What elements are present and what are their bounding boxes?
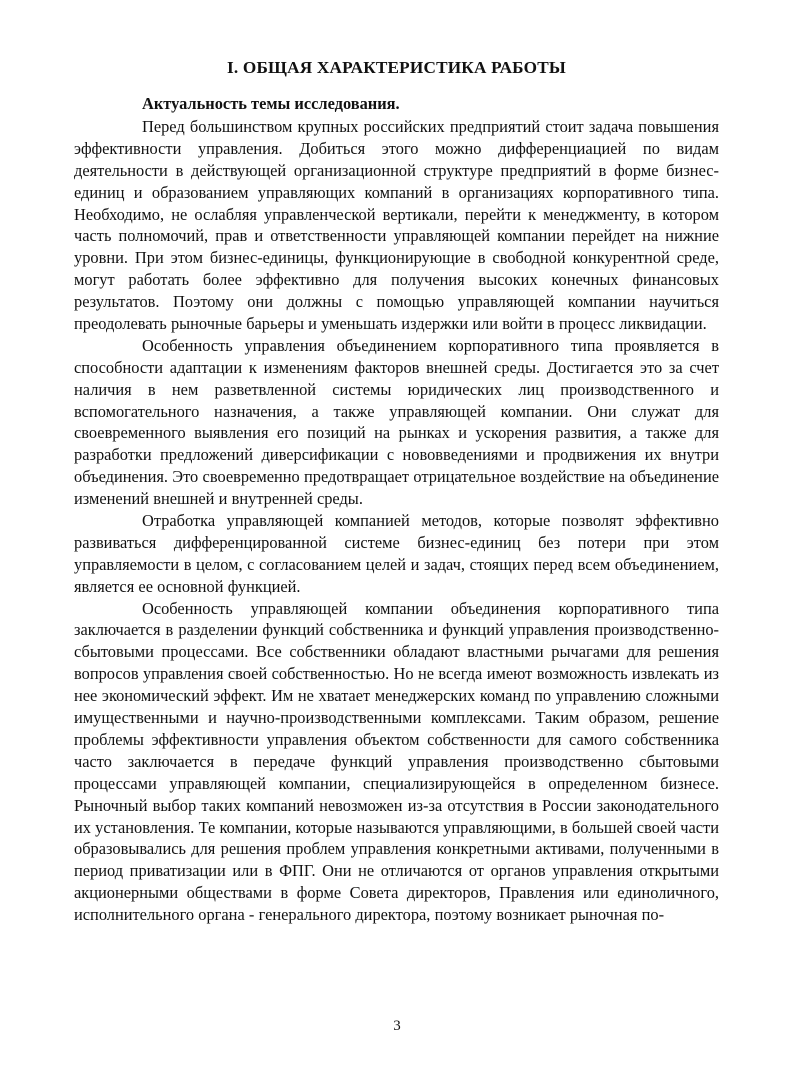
- section-heading: Актуальность темы исследования.: [142, 94, 400, 113]
- page-number: 3: [393, 1018, 401, 1034]
- body-paragraph-2: Особенность управления объединением корпоративного типа проявляется в способности адаптации к изменениям факторов внешней среды. Достигается это за счет наличия в нем разветвленной системы юридических лиц производственного и вспомогательного назначения, а также управляющей компании. Они служат для своевременного выявления его позиций на рынках и ускорения развития, а также для разработки предложений диверсификации с нововведениями и продвижения их внутри объединения. Это своевременно предотвращает отрицательное воздействие на объединение изменений внешней и внутренней среды.: [74, 335, 719, 509]
- page-content: [74, 58, 719, 926]
- body-paragraph-4: Особенность управляющей компании объединения корпоративного типа заключается в разделении функций собственника и функций управления производственно-сбытовыми процессами. Все собственники обладают властными рычагами для решения вопросов управления своей собственностью. Но не всегда имеют возможность извлекать из нее экономический эффект. Им не хватает менеджерских команд по управлению сложными имущественными и научно-производственными комплексами. Таким образом, решение проблемы эффективности управления объектом собственности для самого собственника часто заключается в передаче функций управления производственно сбытовыми процессами управляющей компании, специализирующейся в определенном бизнесе. Рыночный выбор таких компаний невозможен из-за отсутствия в России законодательного их установления. Те компании, которые называются управляющими, в большей своей части образовывались для решения проблем управления конкретными активами, полученными в период приватизации или в ФПГ. Они не отличаются от органов управления открытыми акционерными обществами в форме Совета директоров, Правления или единоличного, исполнительного органа - генерального директора, поэтому возникает рыночная по-: [74, 598, 719, 925]
- page-title: I. ОБЩАЯ ХАРАКТЕРИСТИКА РАБОТЫ: [227, 58, 566, 77]
- body-paragraph-3: Отработка управляющей компанией методов, которые позволят эффективно развиваться дифференцированной системе бизнес-единиц без потери при этом управляемости в целом, с согласованием целей и задач, стоящих перед всем объединением, является ее основной функцией.: [74, 511, 719, 596]
- body-paragraph-1: Перед большинством крупных российских предприятий стоит задача повышения эффективности управления. Добиться этого можно дифференциацией по видам деятельности в действующей организационной структуре предприятий в форме бизнес-единиц и образованием управляющих компаний в организациях корпоративного типа. Необходимо, не ослабляя управленческой вертикали, перейти к менеджменту, в котором часть полномочий, прав и ответственности управляющей компании перейдет на нижние уровни. При этом бизнес-единицы, функционирующие в свободной конкурентной среде, могут работать более эффективно для получения высоких конечных финансовых результатов. Поэтому они должны с помощью управляющей компании научиться преодолевать рыночные барьеры и уменьшать издержки или войти в процесс ликвидации.: [74, 117, 719, 334]
